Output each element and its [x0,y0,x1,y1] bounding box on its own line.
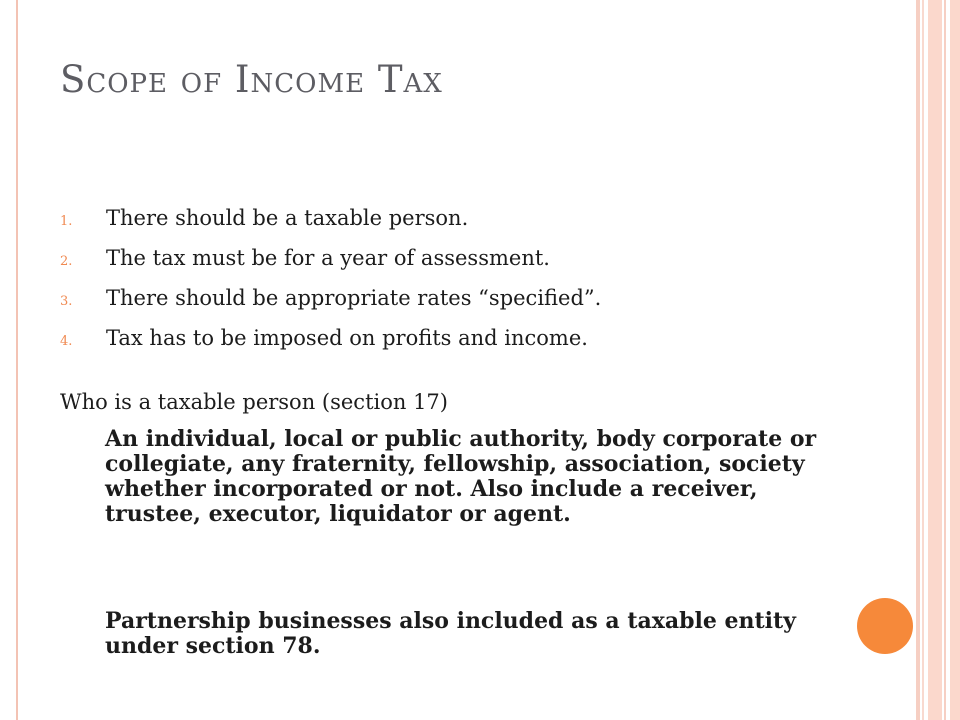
list-item-number: 1. [60,214,73,229]
list-item-number: 4. [60,334,73,349]
list-item [60,206,601,246]
orange-circle-decoration [857,598,913,654]
left-border-line [16,0,18,720]
list-item [60,286,601,326]
partnership-note: Partnership businesses also included as a taxable entity under section 78. [105,608,796,659]
slide-title: Scope of Income Tax [60,58,443,101]
list-item-text: There should be appropriate rates “specified”. [106,286,602,310]
stripe [950,0,960,720]
right-decorative-stripes [916,0,960,720]
list-item [60,246,601,286]
list-item [60,326,601,366]
stripe [928,0,942,720]
list-item-number: 3. [60,294,73,309]
list-item-text: Tax has to be imposed on profits and income. [106,326,588,350]
list-item-text: There should be a taxable person. [106,206,469,230]
stripe [944,0,946,720]
list-item-text: The tax must be for a year of assessment. [106,246,550,270]
list-item-number: 2. [60,254,73,269]
stripe [916,0,920,720]
taxable-person-definition: An individual, local or public authority, body corporate or collegiate, any fraternity, fellowship, association, society whether incorporated or not. Also include a receiver, trustee, executor, liquidator or agent. [105,426,817,527]
stripe [922,0,924,720]
conditions-list [60,206,601,366]
taxable-person-heading: Who is a taxable person (section 17) [60,390,448,414]
